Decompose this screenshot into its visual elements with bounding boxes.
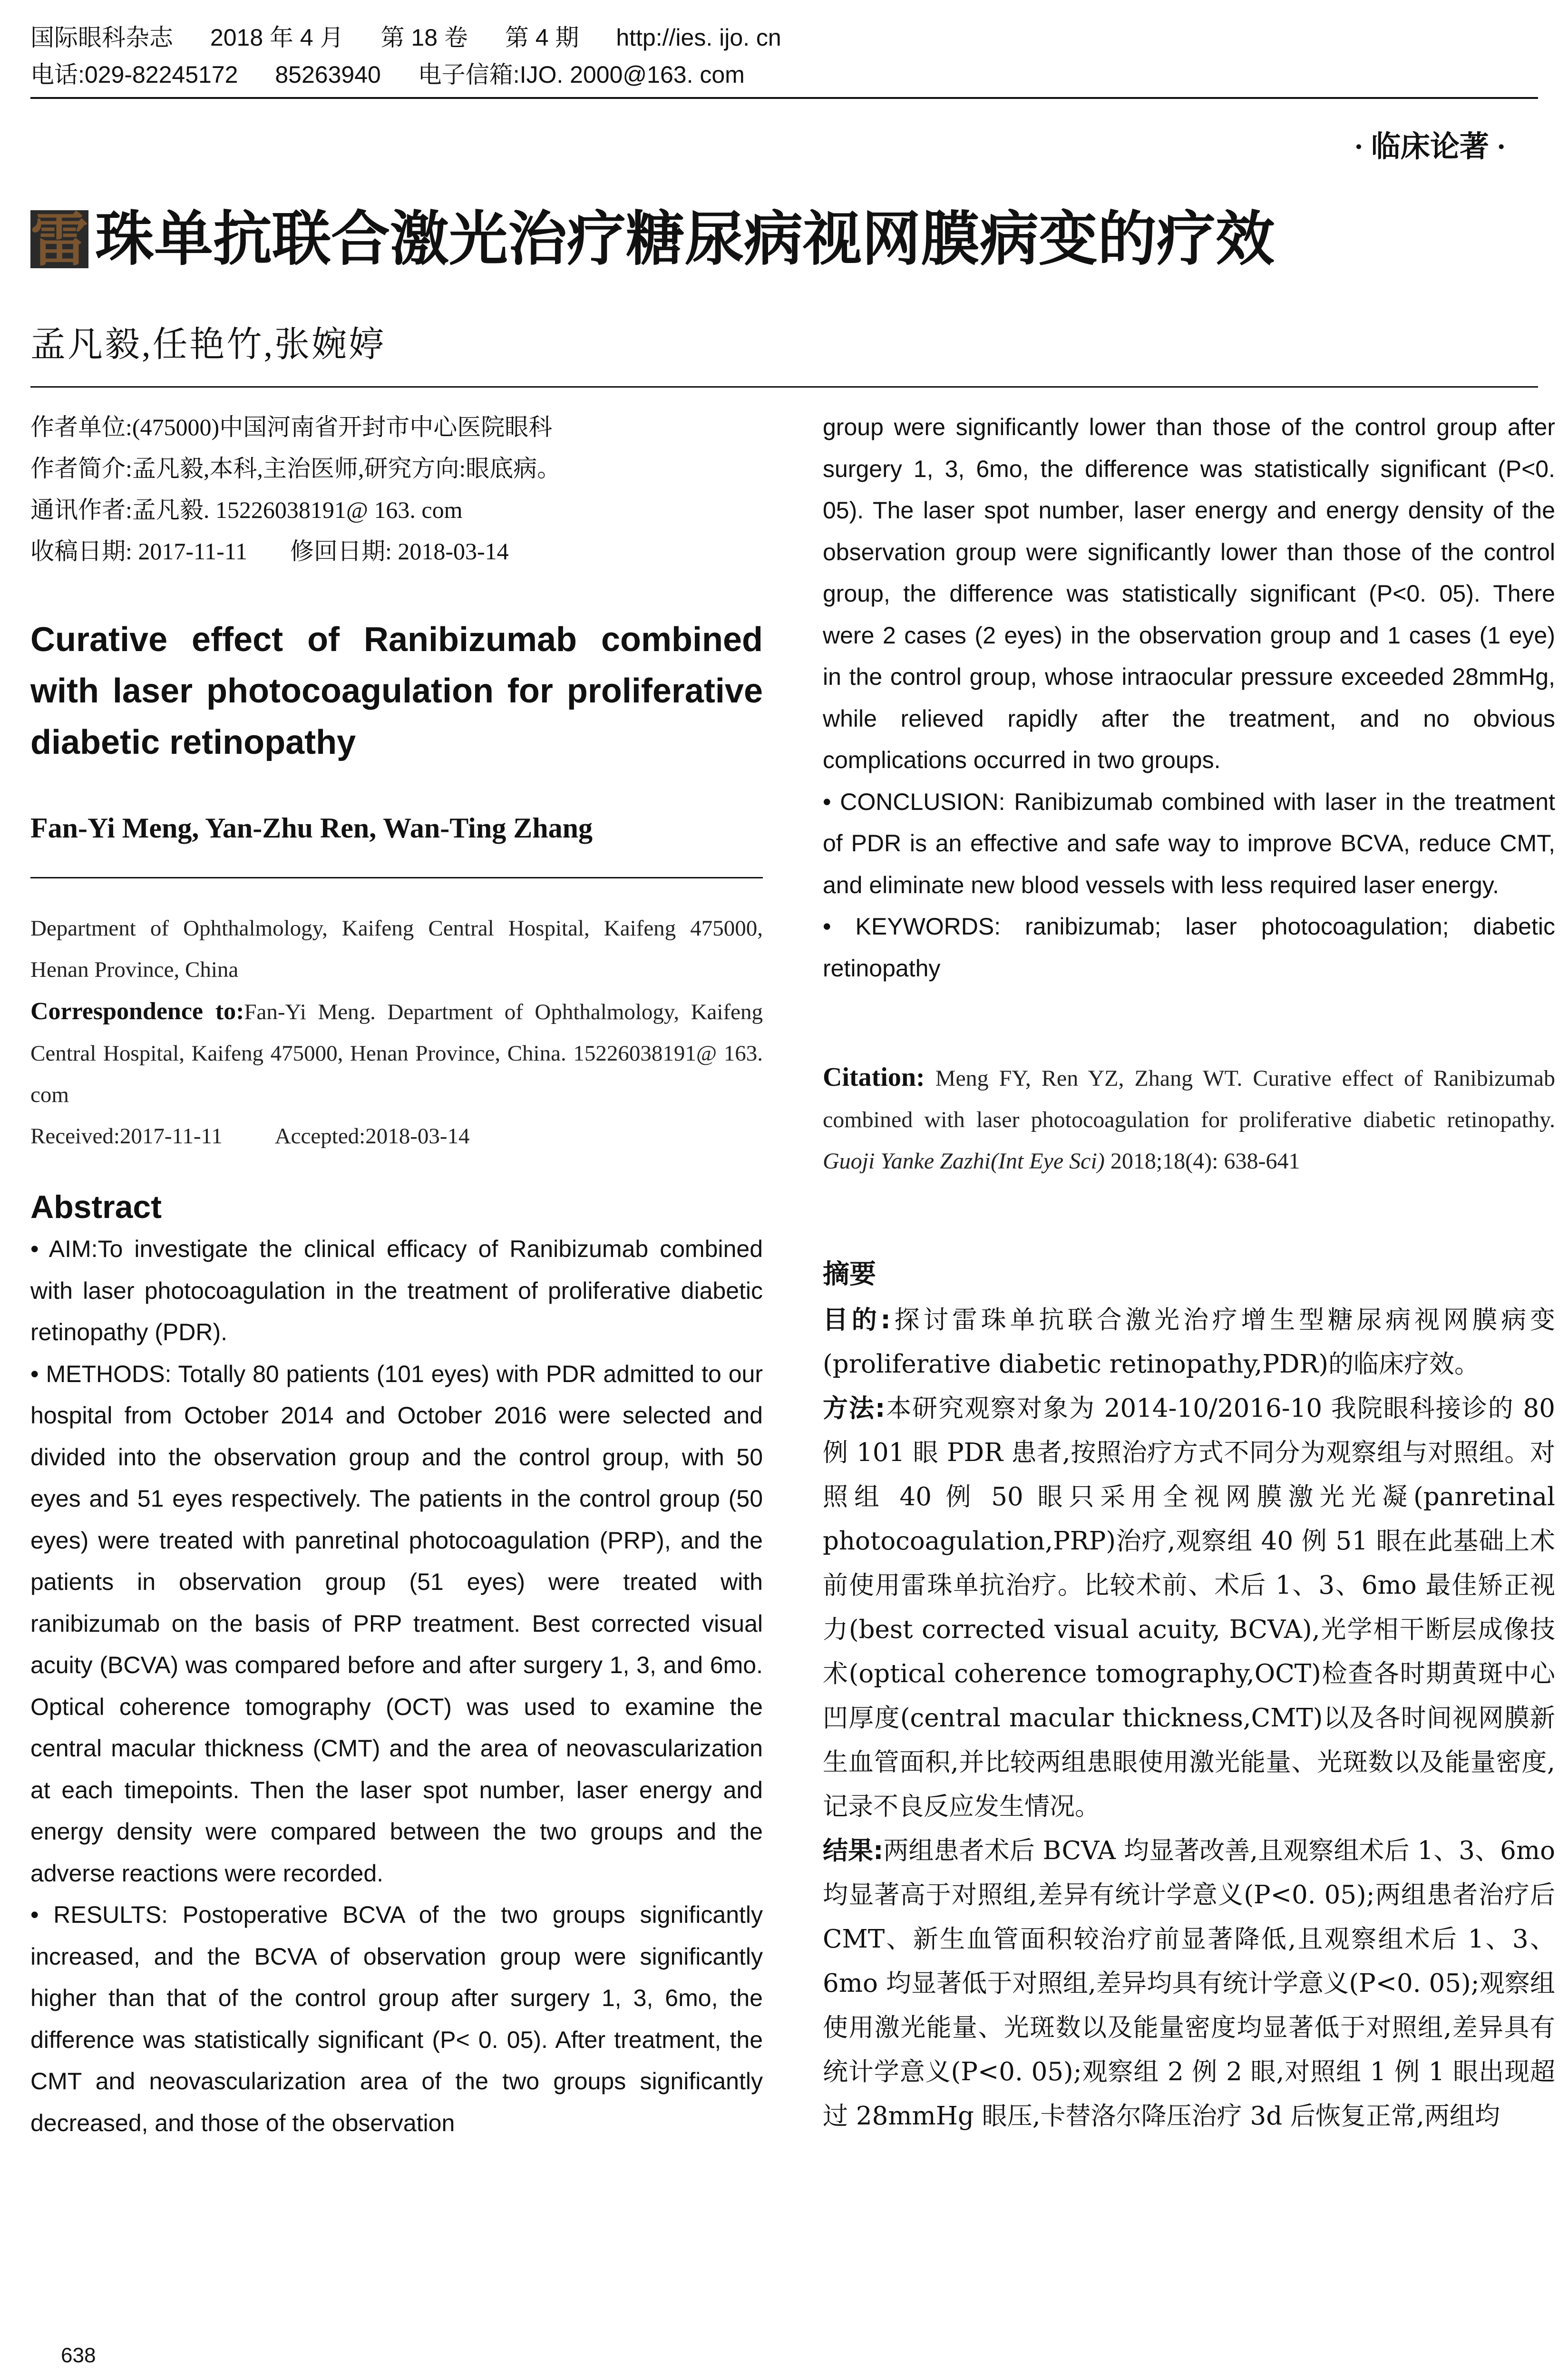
right-column [823,407,1555,2138]
abstract-results-cont: group were significantly lower than those of the control group after surgery 1, 3, 6mo, the difference was statistically significant (P<0. 05). The laser spot number, laser energy and energy density of the observation group were significantly lower than those of the control group, the difference was statistically significant (P<0. 05). There were 2 cases (2 eyes) in the observation group and 1 cases (1 eye) in the control group, whose intraocular pressure exceeded 28mmHg, while relieved rapidly after the treatment, and no obvious complications occurred in two groups. [823,414,1555,773]
correspondence-cn: 通讯作者:孟凡毅. 15226038191@ 163. com [30,497,463,523]
abstract-aim: • AIM:To investigate the clinical efficacy of Ranibizumab combined with laser photocoagulation in the treatment of proliferative diabetic retinopathy (PDR). [30,1236,763,1345]
abstract-en-continued [823,407,1555,989]
department-en [30,908,763,1157]
journal-phone-2: 85263940 [275,61,381,88]
journal-header [30,19,1538,99]
accepted-en: Accepted:2018-03-14 [274,1124,470,1149]
abstract-cn-results [823,1829,1555,2138]
left-column [30,407,763,2144]
journal-email[interactable]: 电子信箱:IJO. 2000@163. com [418,61,745,88]
correspondence-label: Correspondence to: [30,998,244,1025]
received-cn: 收稿日期: 2017-11-11 [30,538,247,565]
citation-label: Citation: [823,1062,925,1092]
article-title-en: Curative effect of Ranibizumab combined with laser photocoagulation for proliferative diabetic retinopathy [30,621,763,761]
citation-journal: Guoji Yanke Zazhi(Int Eye Sci) [823,1149,1105,1174]
abstract-cn-heading: 摘要 [823,1259,876,1290]
citation-text: Meng FY, Ren YZ, Zhang WT. Curative effect of Ranibizumab combined with laser photocoagulation for proliferative diabetic retinopathy. [823,1066,1555,1132]
results-label-cn: 结果: [823,1836,884,1865]
journal-phone: 电话:029-82245172 [30,61,238,88]
header-rule [30,97,1538,99]
dates-en [30,1116,763,1157]
authors-cn: 孟凡毅,任艳竹,张婉婷 [30,325,386,364]
volume: 第 18 卷 [380,24,468,51]
abstract-cn-methods [823,1386,1555,1829]
authors-en: Fan-Yi Meng, Yan-Zhu Ren, Wan-Ting Zhang [30,812,593,844]
abstract-keywords: • KEYWORDS: ranibizumab; laser photocoagulation; diabetic retinopathy [823,913,1555,982]
abstract-en [30,1228,763,2144]
methods-text-cn: 本研究观察对象为 2014-10/2016-10 我院眼科接诊的 80 例 101 眼 PDR 患者,按照治疗方式不同分为观察组与对照组。对照组 40 例 50 眼只采用全视网膜激光光凝(panretinal photocoagulation,PRP)治疗,观察组 40 例 51 眼在此基础上术前使用雷珠单抗治疗。比较术前、术后 1、3、6mo 最佳矫正视力(best corrected visual acuity, BCVA),光学相干断层成像技术(optical coherence tomography,OCT)检查各时期黄斑中心凹厚度(central macular thickness,CMT)以及各时间视网膜新生血管面积,并比较两组患眼使用激光能量、光斑数以及能量密度,记录不良反应发生情况。 [823,1394,1556,1821]
citation-ref: 2018;18(4): 638-641 [1110,1149,1300,1174]
article-title-cn [30,204,1275,275]
issue-date: 2018 年 4 月 [210,24,344,51]
affiliation-cn: 作者单位:(475000)中国河南省开封市中心医院眼科 [30,414,553,440]
journal-name: 国际眼科杂志 [30,24,173,51]
section-tag: · 临床论著 · [1354,131,1506,163]
author-meta-cn [30,407,763,572]
abstract-cn [823,1298,1555,2138]
title-initial-badge [30,210,88,268]
title-rule [30,386,1538,388]
authors-rule [30,877,763,878]
methods-label-cn: 方法: [823,1394,886,1423]
journal-url[interactable]: http://ies. ijo. cn [616,24,781,51]
title-cn-text: 珠单抗联合激光治疗糖尿病视网膜病变的疗效 [95,205,1275,273]
page-number: 638 [61,2344,96,2367]
correspondence-en [30,991,763,1116]
abstract-cn-aim [823,1298,1555,1386]
correspondence-text: Fan-Yi Meng. Department of Ophthalmology, Kaifeng Central Hospital, Kaifeng 475000, Henan Province, China. 15226038191@ 163. com [30,1000,763,1107]
aim-label-cn: 目的: [823,1305,891,1335]
received-en: Received:2017-11-11 [30,1124,223,1149]
title-initial-char: 雷 [30,210,88,268]
bio-cn: 作者简介:孟凡毅,本科,主治医师,研究方向:眼底病。 [30,455,561,482]
abstract-methods: • METHODS: Totally 80 patients (101 eyes) with PDR admitted to our hospital from October 2014 and October 2016 were selected and divided into the observation group and the control group, with 50 eyes and 51 eyes respectively. The patients in the control group (50 eyes) were treated with panretinal photocoagulation (PRP), and the patients in observation group (51 eyes) were treated with ranibizumab on the basis of PRP treatment. Best corrected visual acuity (BCVA) was compared before and after surgery 1, 3, and 6mo. Optical coherence tomography (OCT) was used to examine the central macular thickness (CMT) and the area of neovascularization at each timepoints. Then the laser spot number, laser energy and energy density were compared between the two groups and the adverse reactions were recorded. [30,1360,763,1887]
citation [823,1057,1555,1182]
dates-cn [30,531,763,572]
department-text: Department of Ophthalmology, Kaifeng Central Hospital, Kaifeng 475000, Henan Province, China [30,916,763,982]
revised-cn: 修回日期: 2018-03-14 [290,538,509,565]
aim-text-cn: 探讨雷珠单抗联合激光治疗增生型糖尿病视网膜病变(proliferative diabetic retinopathy,PDR)的临床疗效。 [823,1305,1555,1379]
abstract-conclusion: • CONCLUSION: Ranibizumab combined with laser in the treatment of PDR is an effective and safe way to improve BCVA, reduce CMT, and eliminate new blood vessels with less required laser energy. [823,788,1555,898]
results-text-cn: 两组患者术后 BCVA 均显著改善,且观察组术后 1、3、6mo 均显著高于对照组,差异有统计学意义(P<0. 05);两组患者治疗后 CMT、新生血管面积较治疗前显著降低,且观察组术后 1、3、6mo 均显著低于对照组,差异均具有统计学意义(P<0. 05);观察组使用激光能量、光斑数以及能量密度均显著低于对照组,差异具有统计学意义(P<0. 05);观察组 2 例 2 眼,对照组 1 例 1 眼出现超过 28mmHg 眼压,卡替洛尔降压治疗 3d 后恢复正常,两组均 [823,1836,1555,2131]
abstract-results: • RESULTS: Postoperative BCVA of the two groups significantly increased, and the BCVA of observation group were significantly higher than that of the control group after surgery 1, 3, 6mo, the difference was statistically significant (P< 0. 05). After treatment, the CMT and neovascularization area of the two groups significantly decreased, and those of the observation [30,1901,763,2136]
abstract-heading: Abstract [30,1189,162,1225]
issue-number: 第 4 期 [505,24,579,51]
